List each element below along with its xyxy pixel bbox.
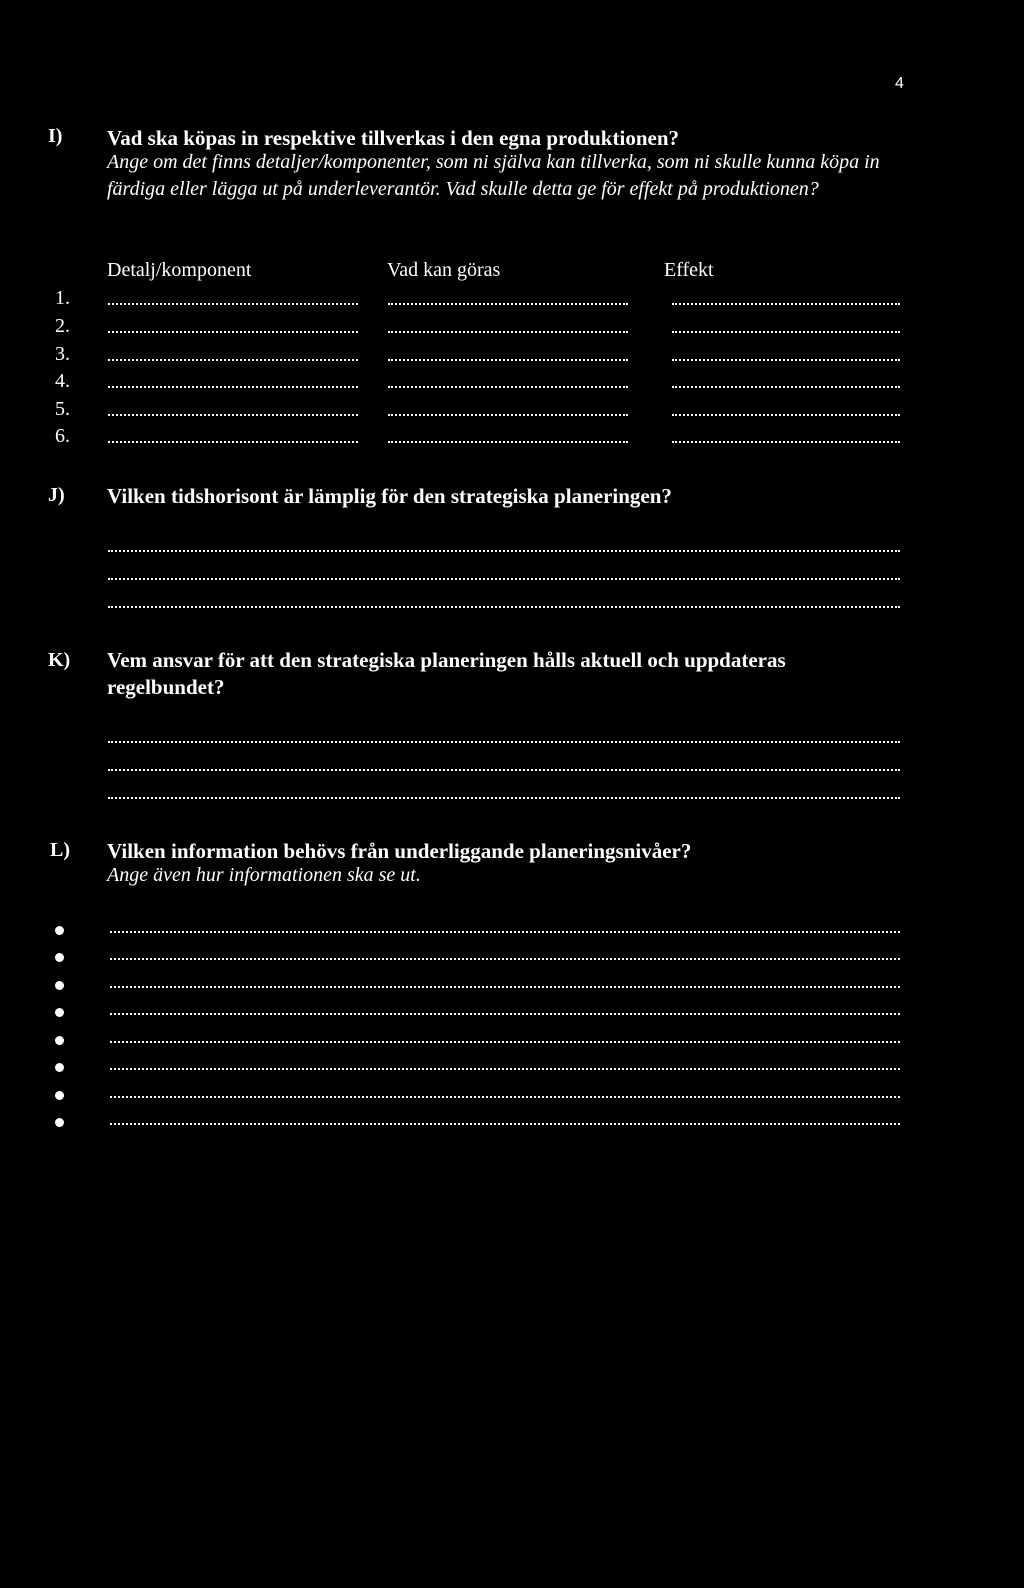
answer-line[interactable]	[108, 797, 900, 799]
answer-line-action[interactable]	[388, 331, 628, 333]
row-number: 2.	[55, 315, 70, 337]
bullet-icon	[55, 926, 64, 935]
answer-line-detail[interactable]	[108, 441, 358, 443]
answer-line-detail[interactable]	[108, 303, 358, 305]
answer-line-action[interactable]	[388, 441, 628, 443]
section-k-letter: K)	[48, 649, 71, 671]
bullet-icon	[55, 981, 64, 990]
answer-line[interactable]	[110, 1041, 900, 1043]
page-number: 4	[895, 75, 904, 92]
answer-line[interactable]	[108, 550, 900, 552]
answer-line[interactable]	[110, 1123, 900, 1125]
column-header-detail: Detalj/komponent	[107, 259, 252, 281]
answer-line-action[interactable]	[388, 359, 628, 361]
answer-line-action[interactable]	[388, 303, 628, 305]
section-l-question: Vilken information behövs från underliggande planeringsnivåer?	[107, 839, 692, 863]
answer-line-detail[interactable]	[108, 414, 358, 416]
answer-line-action[interactable]	[388, 386, 628, 388]
section-i-question: Vad ska köpas in respektive tillverkas i den egna produktionen?	[107, 126, 679, 150]
section-j-letter: J)	[48, 484, 65, 506]
answer-line-effect[interactable]	[672, 303, 900, 305]
section-l-instruction: Ange även hur informationen ska se ut.	[107, 864, 421, 886]
answer-line-detail[interactable]	[108, 359, 358, 361]
answer-line-detail[interactable]	[108, 331, 358, 333]
answer-line[interactable]	[108, 769, 900, 771]
section-k-question-line2: regelbundet?	[107, 675, 225, 699]
answer-line[interactable]	[108, 606, 900, 608]
bullet-icon	[55, 1036, 64, 1045]
answer-line-detail[interactable]	[108, 386, 358, 388]
answer-line-effect[interactable]	[672, 386, 900, 388]
row-number: 6.	[55, 425, 70, 447]
section-i-instruction: Ange om det finns detaljer/komponenter, som ni själva kan tillverka, som ni skulle kunna köpa in färdiga eller lägga ut på underleverantör. Vad skulle detta ge för effekt på produktionen?	[107, 151, 880, 200]
section-l-letter: L)	[50, 839, 70, 861]
bullet-icon	[55, 953, 64, 962]
column-header-action: Vad kan göras	[387, 259, 501, 281]
answer-line[interactable]	[110, 958, 900, 960]
answer-line[interactable]	[110, 1013, 900, 1015]
answer-line-effect[interactable]	[672, 414, 900, 416]
answer-line-effect[interactable]	[672, 441, 900, 443]
answer-line[interactable]	[110, 931, 900, 933]
answer-line[interactable]	[110, 1068, 900, 1070]
row-number: 3.	[55, 343, 70, 365]
answer-line-action[interactable]	[388, 414, 628, 416]
row-number: 4.	[55, 370, 70, 392]
answer-line[interactable]	[108, 741, 900, 743]
bullet-icon	[55, 1091, 64, 1100]
answer-line[interactable]	[108, 578, 900, 580]
section-k-question-line1: Vem ansvar för att den strategiska planeringen hålls aktuell och uppdateras	[107, 648, 786, 672]
section-i-letter: I)	[48, 125, 63, 147]
bullet-icon	[55, 1008, 64, 1017]
column-header-effect: Effekt	[664, 259, 714, 281]
answer-line-effect[interactable]	[672, 331, 900, 333]
answer-line-effect[interactable]	[672, 359, 900, 361]
row-number: 5.	[55, 398, 70, 420]
bullet-icon	[55, 1063, 64, 1072]
row-number: 1.	[55, 287, 70, 309]
answer-line[interactable]	[110, 1096, 900, 1098]
bullet-icon	[55, 1118, 64, 1127]
answer-line[interactable]	[110, 986, 900, 988]
section-j-question: Vilken tidshorisont är lämplig för den strategiska planeringen?	[107, 484, 672, 508]
